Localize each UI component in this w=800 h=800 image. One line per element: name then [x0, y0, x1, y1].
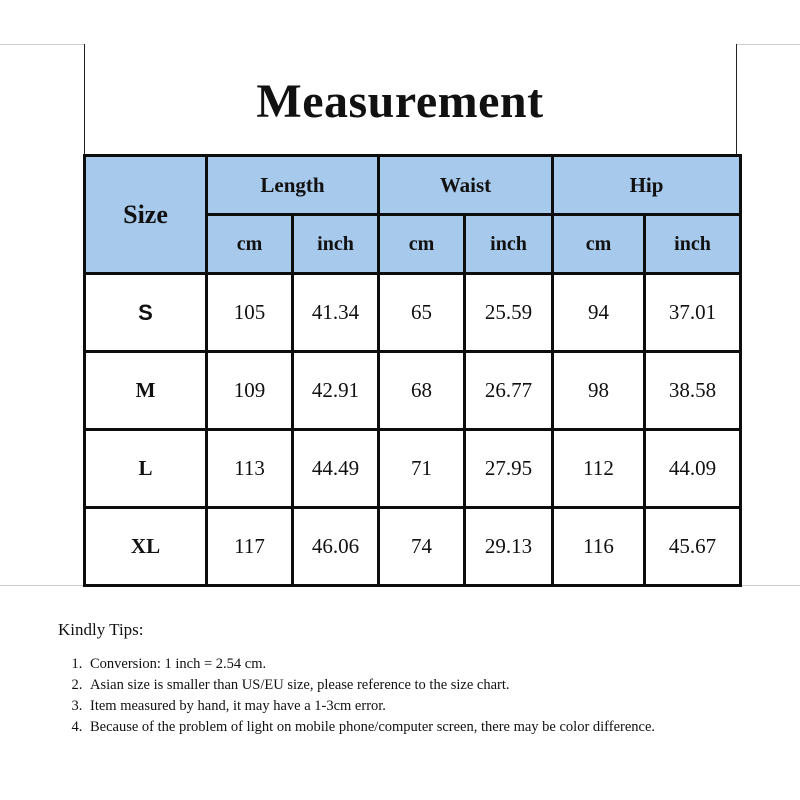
size-label: M	[85, 352, 207, 430]
table-cell: 38.58	[645, 352, 741, 430]
table-cell: 26.77	[465, 352, 553, 430]
table-cell: 29.13	[465, 508, 553, 586]
page-title: Measurement	[256, 75, 544, 128]
unit-header: inch	[465, 215, 553, 274]
table-row	[85, 352, 741, 430]
size-chart-table	[83, 154, 742, 587]
size-column-header: Size	[85, 156, 207, 274]
list-item: 1. Conversion: 1 inch = 2.54 cm.	[86, 654, 708, 675]
unit-header: cm	[553, 215, 645, 274]
table-cell: 71	[379, 430, 465, 508]
table-cell: 98	[553, 352, 645, 430]
table-cell: 41.34	[293, 274, 379, 352]
tips-list	[58, 654, 708, 738]
unit-header: cm	[207, 215, 293, 274]
table-cell: 44.09	[645, 430, 741, 508]
size-label: S	[85, 274, 207, 352]
waist-header: Waist	[379, 156, 553, 215]
size-label: XL	[85, 508, 207, 586]
table-cell: 109	[207, 352, 293, 430]
table-cell: 44.49	[293, 430, 379, 508]
table-cell: 105	[207, 274, 293, 352]
tips-section	[58, 620, 708, 738]
table-cell: 46.06	[293, 508, 379, 586]
unit-header: inch	[293, 215, 379, 274]
table-cell: 74	[379, 508, 465, 586]
table-row	[85, 274, 741, 352]
table-cell: 94	[553, 274, 645, 352]
table-cell: 45.67	[645, 508, 741, 586]
table-cell: 42.91	[293, 352, 379, 430]
table-cell: 117	[207, 508, 293, 586]
length-header: Length	[207, 156, 379, 215]
unit-header: cm	[379, 215, 465, 274]
table-cell: 116	[553, 508, 645, 586]
table-cell: 112	[553, 430, 645, 508]
table-cell: 25.59	[465, 274, 553, 352]
list-item: 2. Asian size is smaller than US/EU size, please reference to the size chart.	[86, 675, 708, 696]
table-row	[85, 508, 741, 586]
table-cell: 27.95	[465, 430, 553, 508]
hip-header: Hip	[553, 156, 741, 215]
list-item: 3. Item measured by hand, it may have a 1-3cm error.	[86, 696, 708, 717]
table-cell: 37.01	[645, 274, 741, 352]
list-item: 4. Because of the problem of light on mobile phone/computer screen, there may be color difference.	[86, 717, 708, 738]
unit-header: inch	[645, 215, 741, 274]
table-row	[85, 430, 741, 508]
tips-title: Kindly Tips:	[58, 620, 144, 639]
table-cell: 65	[379, 274, 465, 352]
size-label: L	[85, 430, 207, 508]
table-cell: 68	[379, 352, 465, 430]
table-cell: 113	[207, 430, 293, 508]
